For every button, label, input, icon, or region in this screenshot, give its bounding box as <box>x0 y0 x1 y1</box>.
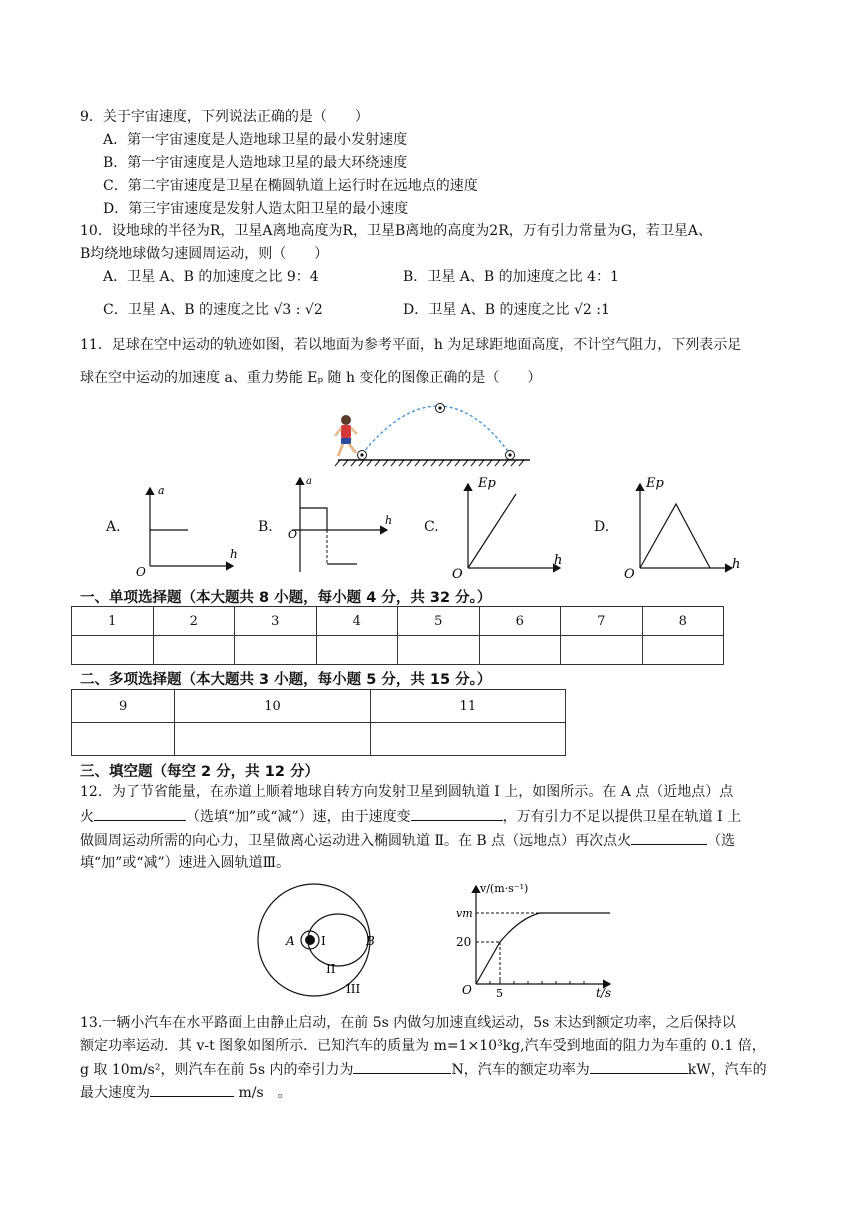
ball-top-icon <box>436 404 445 413</box>
graph-a-x-label: h <box>230 547 238 561</box>
graph-d-origin: O <box>624 567 635 582</box>
q10-option-d <box>403 300 610 320</box>
q13-line4 <box>80 1082 292 1103</box>
q13-blank-1[interactable] <box>353 1059 451 1074</box>
graph-a-label: A. <box>106 519 121 535</box>
q12-line3 <box>80 830 735 851</box>
graph-c-label: C. <box>424 519 439 535</box>
q10-option-c-ratio: √3 : √2 <box>273 302 323 318</box>
section1-col-4: 4 <box>316 607 398 636</box>
q9-option-c: C．第二宇宙速度是卫星在椭圆轨道上运行时在远地点的速度 <box>103 178 478 194</box>
q12-blank-2[interactable] <box>411 806 503 821</box>
graph-d-x-label: h <box>732 557 741 572</box>
section2-col-10: 10 <box>175 690 370 723</box>
q9-option-d: D．第三宇宙速度是发射人造太阳卫星的最小速度 <box>103 201 409 217</box>
vt-y-axis-label: v/(m·s⁻¹) <box>480 882 529 895</box>
graph-d <box>620 472 760 582</box>
section1-col-5: 5 <box>398 607 480 636</box>
q13-line1: 13.一辆小汽车在水平路面上由静止启动，在前 5s 内做匀加速直线运动，5s 末达到额定功率，之后保持以 <box>80 1015 736 1031</box>
graph-b <box>282 472 402 582</box>
q12-line3-b: （选 <box>707 833 736 849</box>
section1-title: 一、单项选择题（本大题共 8 小题，每小题 4 分，共 32 分。） <box>80 590 492 606</box>
ball-end-icon <box>506 451 515 460</box>
q12-line2-b: （选填“加”或“减”）速，由于速度变 <box>186 809 411 825</box>
q13-blank-2[interactable] <box>590 1059 688 1074</box>
graph-d-label: D. <box>594 519 610 535</box>
graph-a-origin: O <box>136 565 146 579</box>
vt-graph <box>450 880 620 1000</box>
section1-col-3: 3 <box>235 607 317 636</box>
q10-option-b: B．卫星 A、B 的加速度之比 4：1 <box>403 269 619 285</box>
q12-line2-a: 火 <box>80 809 94 825</box>
orbit-label-i: I <box>321 934 326 948</box>
orbit-figure <box>252 880 382 1000</box>
q12-line1: 12．为了节省能量，在赤道上顺着地球自转方向发射卫星到圆轨道 Ⅰ 上，如图所示。在 A 点（近地点）点 <box>80 784 734 800</box>
q13-line3-c: kW，汽车的 <box>687 1062 767 1078</box>
section1-answer-cell[interactable] <box>642 636 724 665</box>
graph-c-y-label: Ep <box>478 476 496 491</box>
graph-b-x-label: h <box>385 514 393 527</box>
q12-blank-3[interactable] <box>631 830 707 845</box>
q12-line2 <box>80 806 741 827</box>
q10-option-d-text: D．卫星 A、B 的速度之比 <box>403 302 570 318</box>
q10-stem-line1: 10．设地球的半径为R，卫星A离地高度为R，卫星B离地的高度为2R，万有引力常量为G，若卫星A、 <box>80 223 713 239</box>
section1-answer-cell[interactable] <box>561 636 643 665</box>
q9-option-a: A．第一宇宙速度是人造地球卫星的最小发射速度 <box>103 132 408 148</box>
q13-line3 <box>80 1059 767 1080</box>
section1-answer-table <box>71 606 724 665</box>
q11-stem-line1: 11．足球在空中运动的轨迹如图，若以地面为参考平面，h 为足球距地面高度，不计空气阻力，下列表示足 <box>80 337 742 353</box>
q10-option-c-text: C．卫星 A、B 的速度之比 <box>103 302 270 318</box>
vt-x-axis-label: t/s <box>596 986 612 1000</box>
graph-c <box>448 472 578 582</box>
orbit-label-b: B <box>366 934 375 948</box>
section1-col-6: 6 <box>479 607 561 636</box>
section1-answer-cell[interactable] <box>398 636 480 665</box>
orbit-label-a: A <box>286 934 295 948</box>
vt-5-label: 5 <box>496 987 503 1000</box>
section1-col-1: 1 <box>72 607 154 636</box>
section2-title: 二、多项选择题（本大题共 3 小题，每小题 5 分，共 15 分。） <box>80 672 492 688</box>
q11-stem-line2: 球在空中运动的加速度 a、重力势能 Eₚ 随 h 变化的图像正确的是（ ） <box>80 370 542 386</box>
section1-answer-cell[interactable] <box>153 636 235 665</box>
graph-a <box>128 478 248 578</box>
graph-c-x-label: h <box>554 553 563 568</box>
soccer-trajectory-figure <box>330 398 540 468</box>
graph-a-y-label: a <box>158 484 165 497</box>
section1-answer-cell[interactable] <box>235 636 317 665</box>
graph-b-origin: O <box>288 528 298 541</box>
vt-origin: O <box>462 983 472 997</box>
section2-col-9: 9 <box>72 690 175 723</box>
section3-title: 三、填空题（每空 2 分，共 12 分） <box>80 764 319 780</box>
q10-option-d-ratio: √2 :1 <box>573 302 610 318</box>
orbit-label-ii: II <box>326 962 336 976</box>
q12-line4: 填“加”或“减”）速进入圆轨道Ⅲ。 <box>80 855 291 871</box>
graph-b-label: B. <box>258 519 273 535</box>
q10-option-c <box>103 300 323 320</box>
q13-line2: 额定功率运动．其 v-t 图象如图所示．已知汽车的质量为 m=1×10³kg,汽车受到地面的阻力为车重的 0.1 倍， <box>80 1038 766 1054</box>
section2-answer-table <box>71 689 566 756</box>
section1-answer-cell[interactable] <box>479 636 561 665</box>
q13-line4-b: m/s 。 <box>234 1085 292 1101</box>
graph-c-origin: O <box>452 567 463 582</box>
q10-option-a: A．卫星 A、B 的加速度之比 9：4 <box>103 269 319 285</box>
q9-stem: 9．关于宇宙速度，下列说法正确的是（ ） <box>80 109 369 125</box>
vt-vm-label: vm <box>456 907 473 920</box>
section2-col-11: 11 <box>370 690 565 723</box>
q13-blank-3[interactable] <box>150 1082 234 1097</box>
section1-answer-cell[interactable] <box>72 636 154 665</box>
graph-d-y-label: Ep <box>646 476 664 491</box>
q12-blank-1[interactable] <box>94 806 186 821</box>
q13-line3-b: N，汽车的额定功率为 <box>451 1062 590 1078</box>
section1-col-7: 7 <box>561 607 643 636</box>
section1-col-2: 2 <box>153 607 235 636</box>
q12-line2-c: ，万有引力不足以提供卫星在轨道 Ⅰ 上 <box>502 809 742 825</box>
player-icon <box>335 415 357 456</box>
ball-start-icon <box>358 451 367 460</box>
q10-stem-line2: B均绕地球做匀速圆周运动，则（ ） <box>80 246 329 262</box>
section1-answer-cell[interactable] <box>316 636 398 665</box>
q12-line3-a: 做圆周运动所需的向心力，卫星做离心运动进入椭圆轨道 Ⅱ。在 B 点（远地点）再次点火 <box>80 833 632 849</box>
vt-20-label: 20 <box>456 935 472 949</box>
q13-line4-a: 最大速度为 <box>80 1085 150 1101</box>
section2-answer-cell[interactable] <box>72 723 175 756</box>
graph-b-y-label: a <box>306 476 312 487</box>
section2-answer-cell[interactable] <box>370 723 565 756</box>
q9-option-b: B．第一宇宙速度是人造地球卫星的最大环绕速度 <box>103 155 408 171</box>
orbit-label-iii: III <box>346 982 361 996</box>
section1-col-8: 8 <box>642 607 724 636</box>
section2-answer-cell[interactable] <box>175 723 370 756</box>
q13-line3-a: g 取 10m/s²，则汽车在前 5s 内的牵引力为 <box>80 1062 354 1078</box>
